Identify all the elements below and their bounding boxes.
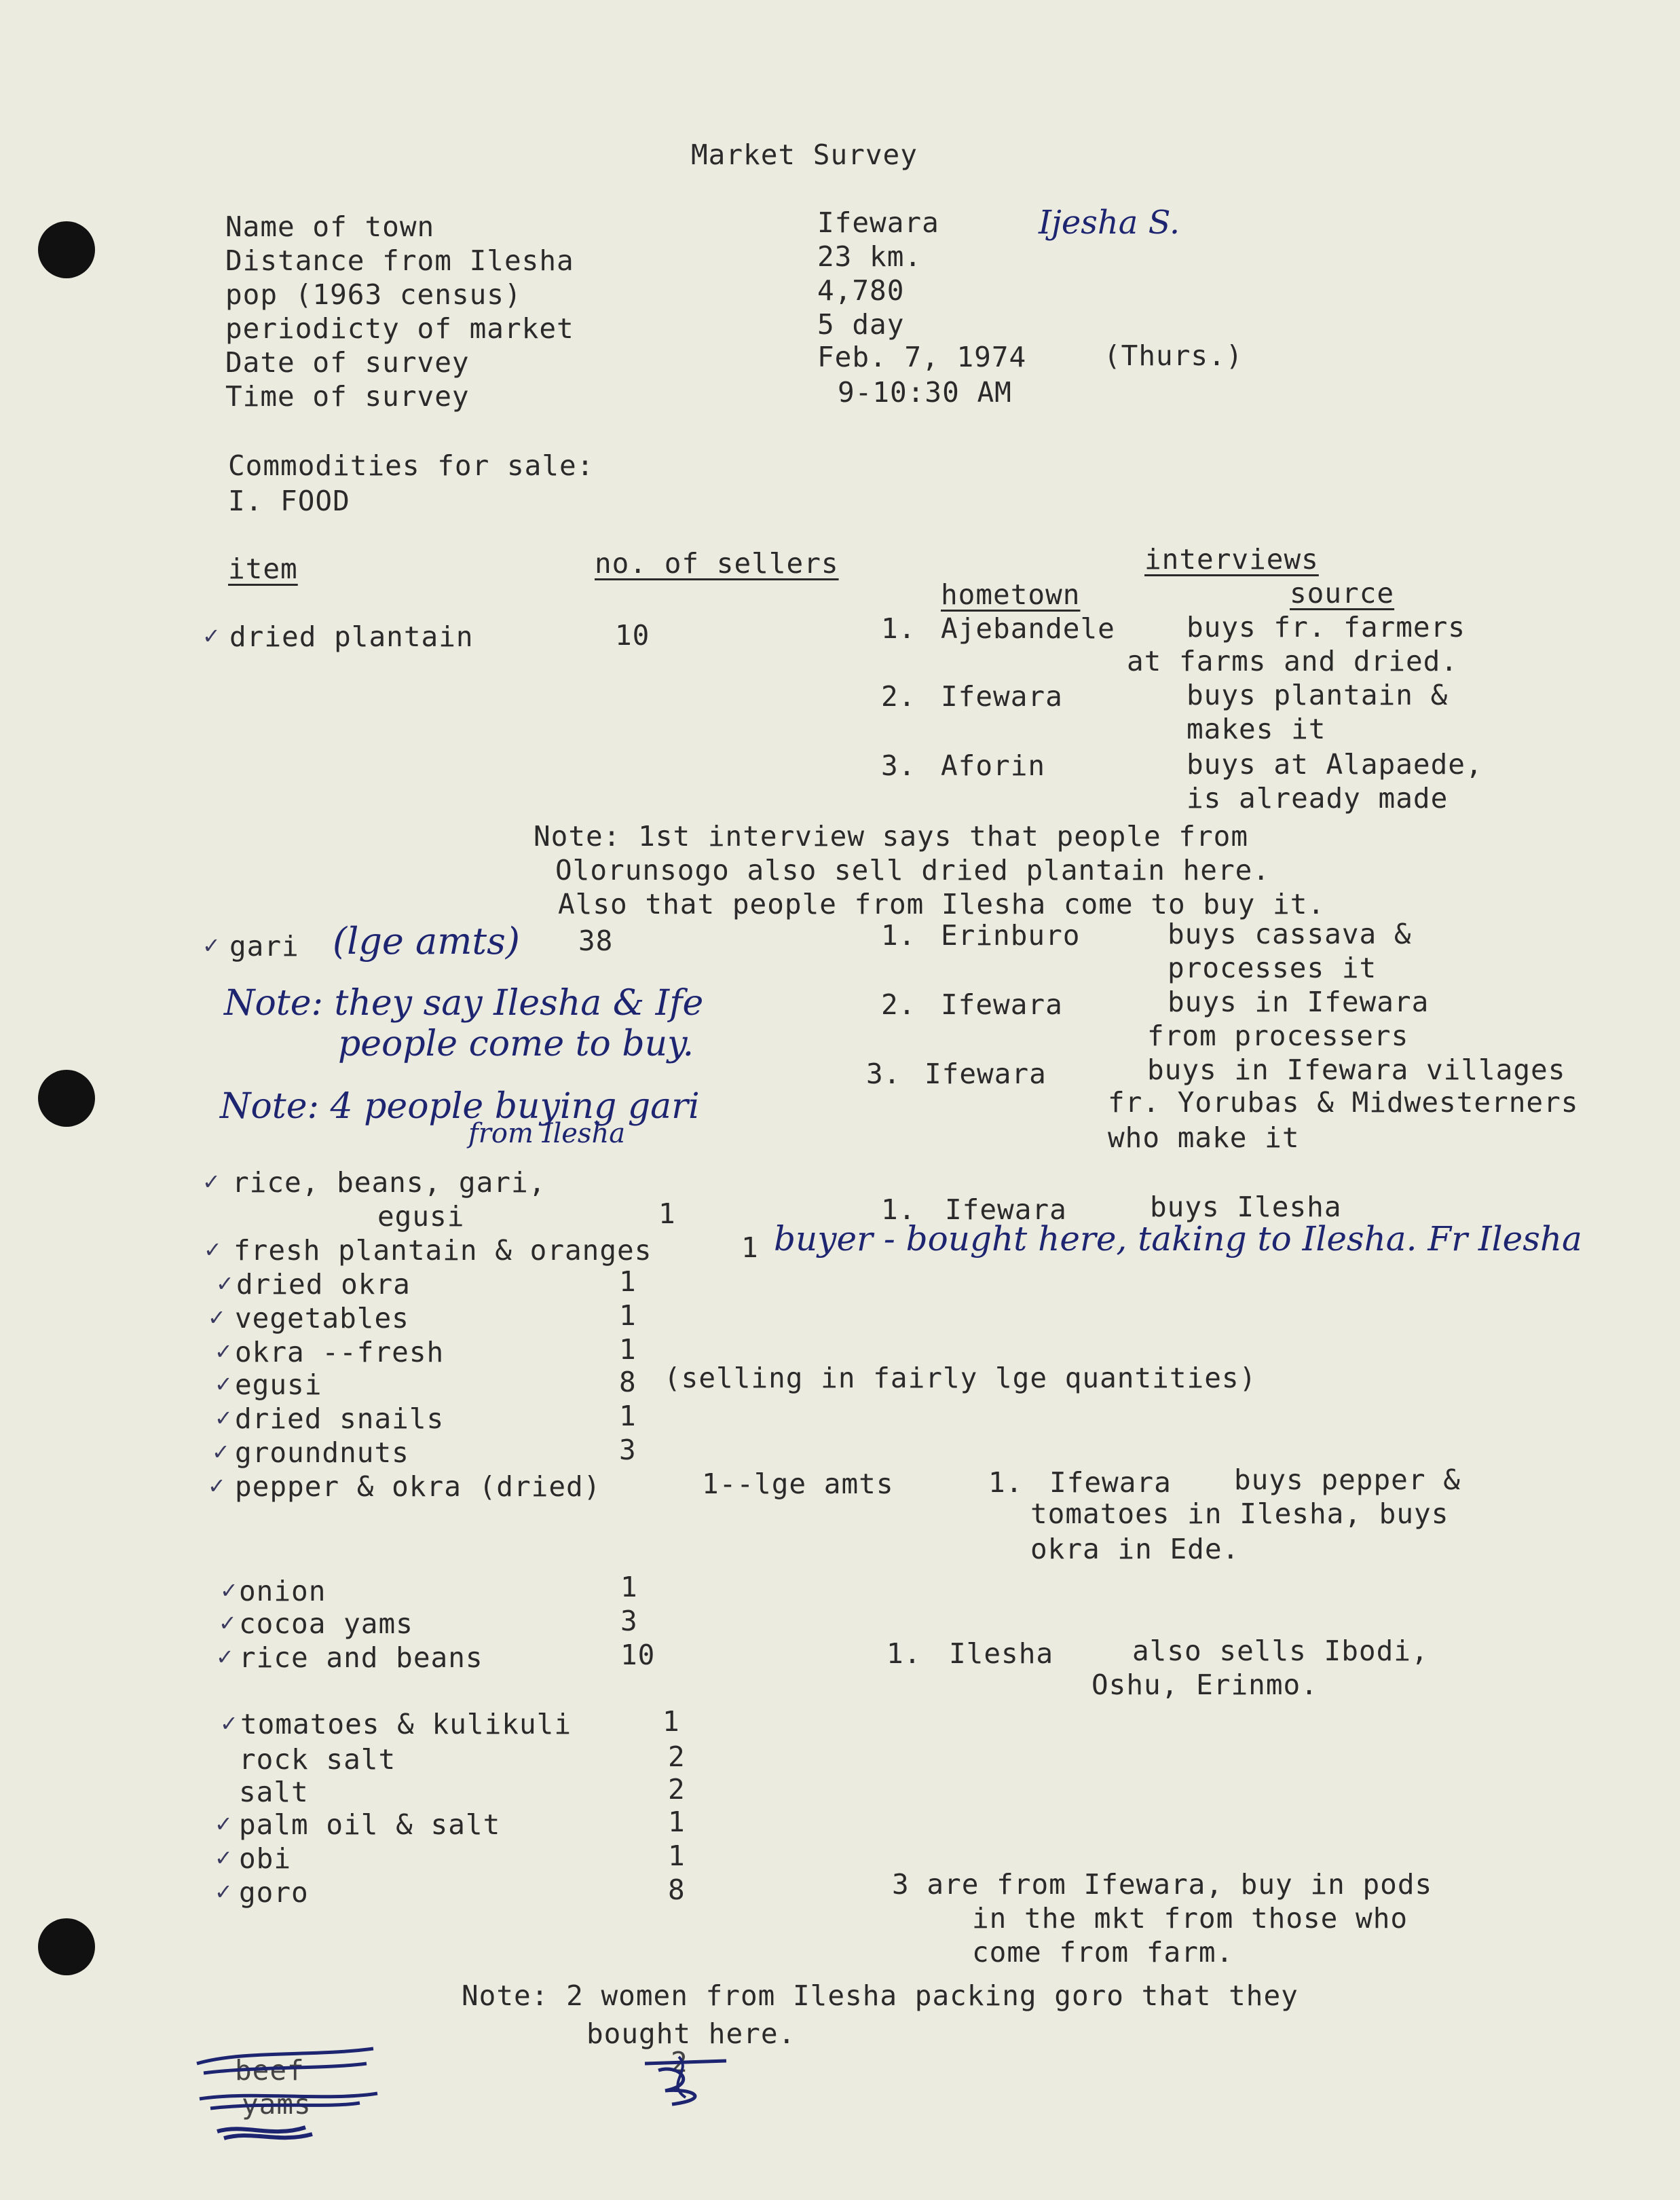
interview-hometown: Ilesha bbox=[949, 1637, 1054, 1670]
check-mark: ✓ bbox=[220, 1578, 238, 1603]
seller-count: 1 bbox=[668, 1806, 686, 1838]
item-name: rice and beans bbox=[239, 1641, 483, 1674]
seller-count: 1 bbox=[619, 1265, 637, 1298]
seller-count: 38 bbox=[578, 925, 614, 957]
seller-count: 1 bbox=[619, 1400, 637, 1432]
item-name: fresh plantain & oranges bbox=[234, 1234, 652, 1267]
section-subheading: I. FOOD bbox=[228, 485, 350, 517]
interview-source: tomatoes in Ilesha, buys bbox=[1030, 1497, 1449, 1530]
page-title: Market Survey bbox=[691, 138, 918, 171]
crossed-out-text: yams bbox=[242, 2088, 312, 2121]
item-name: egusi bbox=[235, 1368, 322, 1401]
interview-source: at farms and dried. bbox=[1127, 645, 1458, 677]
interview-source: is already made bbox=[1187, 782, 1449, 815]
interview-source: buys Ilesha bbox=[1150, 1191, 1342, 1223]
interview-source: buys fr. farmers bbox=[1187, 611, 1466, 644]
typed-note: bought here. bbox=[586, 2017, 796, 2050]
item-name: goro bbox=[239, 1876, 309, 1909]
seller-count: 8 bbox=[619, 1366, 637, 1398]
field-label: Date of survey bbox=[225, 346, 470, 379]
interview-source: fr. Yorubas & Midwesterners bbox=[1108, 1086, 1579, 1119]
check-mark: ✓ bbox=[214, 1811, 233, 1837]
check-mark: ✓ bbox=[219, 1610, 237, 1636]
check-mark: ✓ bbox=[214, 1845, 233, 1871]
seller-count: 1 bbox=[658, 1197, 676, 1230]
seller-count: 1 bbox=[662, 1705, 680, 1738]
seller-count: 1 bbox=[619, 1299, 637, 1332]
column-header-item: item bbox=[228, 553, 298, 585]
seller-count: 2 bbox=[668, 1773, 686, 1806]
field-label: Time of survey bbox=[225, 380, 470, 413]
seller-count: 1 bbox=[619, 1333, 637, 1366]
field-value: 4,780 bbox=[817, 274, 905, 307]
binder-hole bbox=[38, 221, 95, 278]
item-name: gari bbox=[229, 930, 299, 963]
interview-hometown: Ifewara bbox=[941, 680, 1063, 713]
interview-number: 1. bbox=[988, 1466, 1024, 1499]
item-name: onion bbox=[239, 1575, 326, 1607]
interview-number: 1. bbox=[881, 1193, 916, 1226]
interview-number: 2. bbox=[881, 680, 916, 713]
check-mark: ✓ bbox=[202, 1169, 221, 1195]
item-name: dried snails bbox=[235, 1402, 445, 1435]
handwritten-annotation: (lge amts) bbox=[333, 920, 520, 963]
item-name: pepper & okra (dried) bbox=[235, 1470, 601, 1503]
scribble-strikethrough bbox=[638, 2043, 733, 2111]
check-mark: ✓ bbox=[214, 1371, 233, 1397]
handwritten-note: buyer - bought here, taking to Ilesha. Fr Ilesha bbox=[774, 1219, 1582, 1259]
item-name: okra --fresh bbox=[235, 1336, 445, 1368]
field-label: pop (1963 census) bbox=[225, 278, 522, 311]
section-heading: Commodities for sale: bbox=[228, 449, 595, 482]
seller-count: 3 bbox=[619, 1434, 637, 1466]
handwritten-note: people come to buy. bbox=[338, 1024, 694, 1064]
column-header-sellers: no. of sellers bbox=[595, 547, 839, 580]
interview-number: 2. bbox=[881, 988, 916, 1021]
interview-hometown: Aforin bbox=[941, 749, 1046, 782]
interview-source: buys at Alapaede, bbox=[1187, 748, 1483, 781]
interview-source: buys cassava & bbox=[1168, 918, 1412, 950]
seller-count: 10 bbox=[620, 1639, 656, 1671]
field-value: Ifewara bbox=[817, 206, 939, 239]
crossed-out-text: beef bbox=[235, 2054, 305, 2087]
typed-note: Note: 2 women from Ilesha packing goro that they bbox=[462, 1979, 1299, 2012]
item-name: tomatoes & kulikuli bbox=[240, 1708, 572, 1740]
interview-source: who make it bbox=[1108, 1121, 1300, 1154]
field-label: Distance from Ilesha bbox=[225, 244, 574, 277]
interview-hometown: Ajebandele bbox=[941, 612, 1115, 645]
seller-count: 3 bbox=[620, 1605, 638, 1637]
column-header-hometown: hometown bbox=[941, 578, 1081, 611]
check-mark: ✓ bbox=[204, 1237, 222, 1263]
crossed-out-text: 2 bbox=[671, 2046, 688, 2078]
check-mark: ✓ bbox=[216, 1644, 234, 1670]
item-name: dried plantain bbox=[229, 620, 474, 653]
handwritten-note: from Ilesha bbox=[468, 1118, 626, 1149]
seller-count: 10 bbox=[615, 619, 650, 652]
interview-number: 1. bbox=[886, 1637, 922, 1670]
interview-source: Oshu, Erinmo. bbox=[1091, 1668, 1318, 1701]
interview-source: buys pepper & bbox=[1234, 1463, 1461, 1496]
seller-count: 1 bbox=[741, 1231, 759, 1264]
item-note: come from farm. bbox=[972, 1936, 1234, 1969]
interview-hometown: Ifewara bbox=[941, 988, 1063, 1021]
item-name: obi bbox=[239, 1842, 292, 1875]
check-mark: ✓ bbox=[208, 1473, 226, 1499]
seller-count: 8 bbox=[668, 1873, 686, 1906]
scribble-strikethrough bbox=[190, 2043, 394, 2165]
interview-number: 3. bbox=[866, 1058, 901, 1090]
check-mark: ✓ bbox=[214, 1879, 233, 1905]
item-name: egusi bbox=[377, 1200, 465, 1233]
check-mark: ✓ bbox=[214, 1339, 233, 1364]
interview-source: makes it bbox=[1187, 713, 1326, 745]
seller-count: 1 bbox=[668, 1840, 686, 1872]
item-note: in the mkt from those who bbox=[972, 1902, 1408, 1935]
typed-note: Note: 1st interview says that people from bbox=[534, 820, 1249, 853]
interview-source: buys plantain & bbox=[1187, 679, 1449, 711]
item-name: rock salt bbox=[239, 1743, 396, 1776]
item-note: 3 are from Ifewara, buy in pods bbox=[892, 1868, 1433, 1901]
interview-number: 1. bbox=[881, 612, 916, 645]
field-value: Feb. 7, 1974 bbox=[817, 341, 1027, 373]
field-label: Name of town bbox=[225, 210, 435, 243]
interview-number: 3. bbox=[881, 749, 916, 782]
field-value: 23 km. bbox=[817, 240, 922, 273]
handwritten-note: Note: 4 people buying gari bbox=[220, 1086, 700, 1127]
check-mark: ✓ bbox=[202, 623, 221, 649]
item-name: dried okra bbox=[236, 1268, 411, 1301]
field-value: 9-10:30 AM bbox=[838, 376, 1012, 409]
interview-source: also sells Ibodi, bbox=[1132, 1635, 1429, 1667]
interview-source: buys in Ifewara villages bbox=[1147, 1054, 1566, 1086]
seller-count: 2 bbox=[668, 1740, 686, 1773]
handwritten-note: Note: they say Ilesha & Ife bbox=[224, 983, 704, 1024]
column-header-source: source bbox=[1290, 577, 1395, 610]
item-note: (selling in fairly lge quantities) bbox=[664, 1362, 1257, 1394]
seller-count: 1--lge amts bbox=[702, 1468, 894, 1500]
item-name: cocoa yams bbox=[239, 1607, 413, 1640]
interview-hometown: Ifewara bbox=[945, 1193, 1067, 1226]
interview-source: processes it bbox=[1168, 952, 1377, 984]
interview-hometown: Ifewara bbox=[1049, 1466, 1172, 1499]
check-mark: ✓ bbox=[214, 1405, 233, 1431]
item-name: rice, beans, gari, bbox=[232, 1166, 546, 1199]
binder-hole bbox=[38, 1070, 95, 1127]
item-name: vegetables bbox=[235, 1302, 409, 1335]
interview-source: from processers bbox=[1147, 1020, 1409, 1052]
column-header-interviews: interviews bbox=[1144, 543, 1319, 576]
interview-number: 1. bbox=[881, 919, 916, 952]
typed-note: Also that people from Ilesha come to buy it. bbox=[558, 888, 1326, 920]
interview-hometown: Ifewara bbox=[925, 1058, 1047, 1090]
binder-hole bbox=[38, 1918, 95, 1975]
interview-source: buys in Ifewara bbox=[1168, 986, 1430, 1018]
seller-count: 1 bbox=[620, 1571, 638, 1603]
field-value-extra: (Thurs.) bbox=[1104, 339, 1244, 372]
item-name: groundnuts bbox=[235, 1436, 409, 1469]
typed-note: Olorunsogo also sell dried plantain here. bbox=[555, 854, 1271, 887]
check-mark: ✓ bbox=[216, 1271, 234, 1297]
field-value: 5 day bbox=[817, 308, 905, 341]
interview-source: okra in Ede. bbox=[1030, 1533, 1240, 1565]
field-label: periodicty of market bbox=[225, 312, 574, 345]
item-name: salt bbox=[239, 1776, 309, 1808]
check-mark: ✓ bbox=[208, 1305, 226, 1330]
interview-hometown: Erinburo bbox=[941, 919, 1081, 952]
check-mark: ✓ bbox=[220, 1711, 238, 1736]
item-name: palm oil & salt bbox=[239, 1808, 501, 1841]
check-mark: ✓ bbox=[212, 1439, 230, 1465]
handwritten-annotation: Ijesha S. bbox=[1039, 204, 1180, 242]
check-mark: ✓ bbox=[202, 933, 221, 958]
